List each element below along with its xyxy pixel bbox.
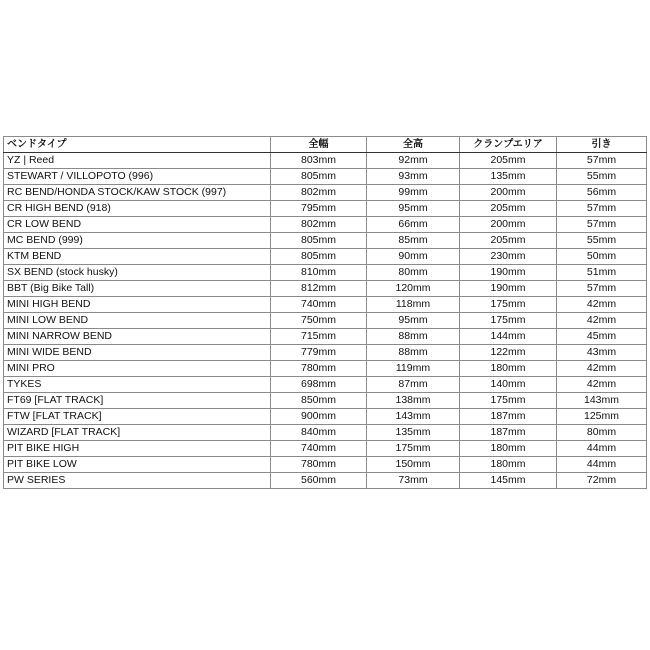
cell-overall-height: 92mm (367, 153, 460, 169)
cell-bend-type: FT69 [FLAT TRACK] (4, 393, 271, 409)
table-row (4, 265, 647, 281)
cell-overall-height: 95mm (367, 313, 460, 329)
table-row (4, 457, 647, 473)
table-row (4, 329, 647, 345)
cell-bend-type: MINI HIGH BEND (4, 297, 271, 313)
cell-overall-height: 99mm (367, 185, 460, 201)
header-overall-width: 全幅 (271, 137, 367, 153)
cell-clamp-area: 175mm (460, 313, 557, 329)
header-bend-type: ベンドタイプ (4, 137, 271, 153)
cell-pull: 42mm (557, 297, 647, 313)
cell-pull: 55mm (557, 233, 647, 249)
table-row (4, 425, 647, 441)
cell-pull: 56mm (557, 185, 647, 201)
table-row (4, 153, 647, 169)
cell-overall-height: 138mm (367, 393, 460, 409)
cell-overall-height: 175mm (367, 441, 460, 457)
cell-bend-type: MINI PRO (4, 361, 271, 377)
table-row (4, 441, 647, 457)
cell-overall-height: 119mm (367, 361, 460, 377)
cell-bend-type: WIZARD [FLAT TRACK] (4, 425, 271, 441)
cell-clamp-area: 200mm (460, 185, 557, 201)
cell-bend-type: MINI LOW BEND (4, 313, 271, 329)
cell-overall-width: 900mm (271, 409, 367, 425)
cell-overall-height: 85mm (367, 233, 460, 249)
cell-clamp-area: 230mm (460, 249, 557, 265)
cell-clamp-area: 175mm (460, 297, 557, 313)
cell-overall-width: 795mm (271, 201, 367, 217)
cell-overall-height: 87mm (367, 377, 460, 393)
table-row (4, 393, 647, 409)
cell-overall-height: 95mm (367, 201, 460, 217)
cell-overall-width: 780mm (271, 361, 367, 377)
table-header-row (4, 137, 647, 153)
bend-spec-table (3, 136, 647, 489)
cell-overall-height: 88mm (367, 329, 460, 345)
table-row (4, 409, 647, 425)
cell-pull: 57mm (557, 201, 647, 217)
cell-bend-type: RC BEND/HONDA STOCK/KAW STOCK (997) (4, 185, 271, 201)
cell-overall-height: 73mm (367, 473, 460, 489)
cell-clamp-area: 135mm (460, 169, 557, 185)
cell-overall-width: 802mm (271, 217, 367, 233)
cell-bend-type: MINI WIDE BEND (4, 345, 271, 361)
cell-overall-width: 850mm (271, 393, 367, 409)
cell-clamp-area: 144mm (460, 329, 557, 345)
cell-overall-width: 805mm (271, 249, 367, 265)
cell-overall-width: 840mm (271, 425, 367, 441)
table-row (4, 185, 647, 201)
cell-clamp-area: 180mm (460, 441, 557, 457)
cell-bend-type: FTW [FLAT TRACK] (4, 409, 271, 425)
cell-overall-height: 90mm (367, 249, 460, 265)
cell-pull: 42mm (557, 377, 647, 393)
cell-overall-width: 802mm (271, 185, 367, 201)
cell-pull: 42mm (557, 361, 647, 377)
table-row (4, 217, 647, 233)
cell-clamp-area: 190mm (460, 265, 557, 281)
cell-pull: 57mm (557, 281, 647, 297)
cell-overall-width: 740mm (271, 441, 367, 457)
cell-bend-type: CR LOW BEND (4, 217, 271, 233)
table-row (4, 169, 647, 185)
cell-bend-type: CR HIGH BEND (918) (4, 201, 271, 217)
cell-overall-width: 740mm (271, 297, 367, 313)
cell-bend-type: BBT (Big Bike Tall) (4, 281, 271, 297)
cell-pull: 45mm (557, 329, 647, 345)
table-row (4, 281, 647, 297)
cell-clamp-area: 145mm (460, 473, 557, 489)
header-pull: 引き (557, 137, 647, 153)
cell-pull: 50mm (557, 249, 647, 265)
cell-overall-width: 812mm (271, 281, 367, 297)
cell-overall-width: 750mm (271, 313, 367, 329)
cell-bend-type: PIT BIKE HIGH (4, 441, 271, 457)
cell-overall-height: 143mm (367, 409, 460, 425)
cell-bend-type: KTM BEND (4, 249, 271, 265)
cell-pull: 44mm (557, 441, 647, 457)
cell-pull: 51mm (557, 265, 647, 281)
cell-bend-type: TYKES (4, 377, 271, 393)
table-row (4, 313, 647, 329)
table-row (4, 473, 647, 489)
cell-clamp-area: 205mm (460, 233, 557, 249)
cell-clamp-area: 205mm (460, 201, 557, 217)
cell-bend-type: SX BEND (stock husky) (4, 265, 271, 281)
cell-clamp-area: 190mm (460, 281, 557, 297)
cell-pull: 42mm (557, 313, 647, 329)
cell-clamp-area: 187mm (460, 409, 557, 425)
cell-clamp-area: 122mm (460, 345, 557, 361)
cell-overall-height: 150mm (367, 457, 460, 473)
table-row (4, 249, 647, 265)
table-row (4, 233, 647, 249)
table-row (4, 377, 647, 393)
table-row (4, 361, 647, 377)
cell-clamp-area: 175mm (460, 393, 557, 409)
cell-overall-height: 66mm (367, 217, 460, 233)
cell-pull: 44mm (557, 457, 647, 473)
cell-bend-type: MINI NARROW BEND (4, 329, 271, 345)
cell-pull: 72mm (557, 473, 647, 489)
cell-overall-height: 80mm (367, 265, 460, 281)
table-row (4, 297, 647, 313)
cell-bend-type: YZ | Reed (4, 153, 271, 169)
cell-pull: 55mm (557, 169, 647, 185)
cell-clamp-area: 187mm (460, 425, 557, 441)
cell-overall-height: 118mm (367, 297, 460, 313)
table-row (4, 201, 647, 217)
cell-overall-width: 803mm (271, 153, 367, 169)
cell-pull: 125mm (557, 409, 647, 425)
header-overall-height: 全高 (367, 137, 460, 153)
cell-overall-height: 120mm (367, 281, 460, 297)
cell-overall-width: 560mm (271, 473, 367, 489)
cell-pull: 143mm (557, 393, 647, 409)
cell-overall-width: 810mm (271, 265, 367, 281)
cell-overall-height: 93mm (367, 169, 460, 185)
cell-pull: 57mm (557, 153, 647, 169)
cell-bend-type: STEWART / VILLOPOTO (996) (4, 169, 271, 185)
cell-overall-width: 779mm (271, 345, 367, 361)
cell-overall-width: 698mm (271, 377, 367, 393)
cell-bend-type: MC BEND (999) (4, 233, 271, 249)
header-clamp-area: クランプエリア (460, 137, 557, 153)
cell-bend-type: PIT BIKE LOW (4, 457, 271, 473)
cell-pull: 43mm (557, 345, 647, 361)
cell-clamp-area: 200mm (460, 217, 557, 233)
cell-overall-width: 805mm (271, 169, 367, 185)
cell-clamp-area: 180mm (460, 361, 557, 377)
cell-overall-height: 135mm (367, 425, 460, 441)
cell-overall-height: 88mm (367, 345, 460, 361)
cell-overall-width: 715mm (271, 329, 367, 345)
cell-overall-width: 780mm (271, 457, 367, 473)
cell-bend-type: PW SERIES (4, 473, 271, 489)
cell-pull: 80mm (557, 425, 647, 441)
cell-clamp-area: 140mm (460, 377, 557, 393)
table-row (4, 345, 647, 361)
cell-overall-width: 805mm (271, 233, 367, 249)
cell-clamp-area: 205mm (460, 153, 557, 169)
cell-clamp-area: 180mm (460, 457, 557, 473)
cell-pull: 57mm (557, 217, 647, 233)
